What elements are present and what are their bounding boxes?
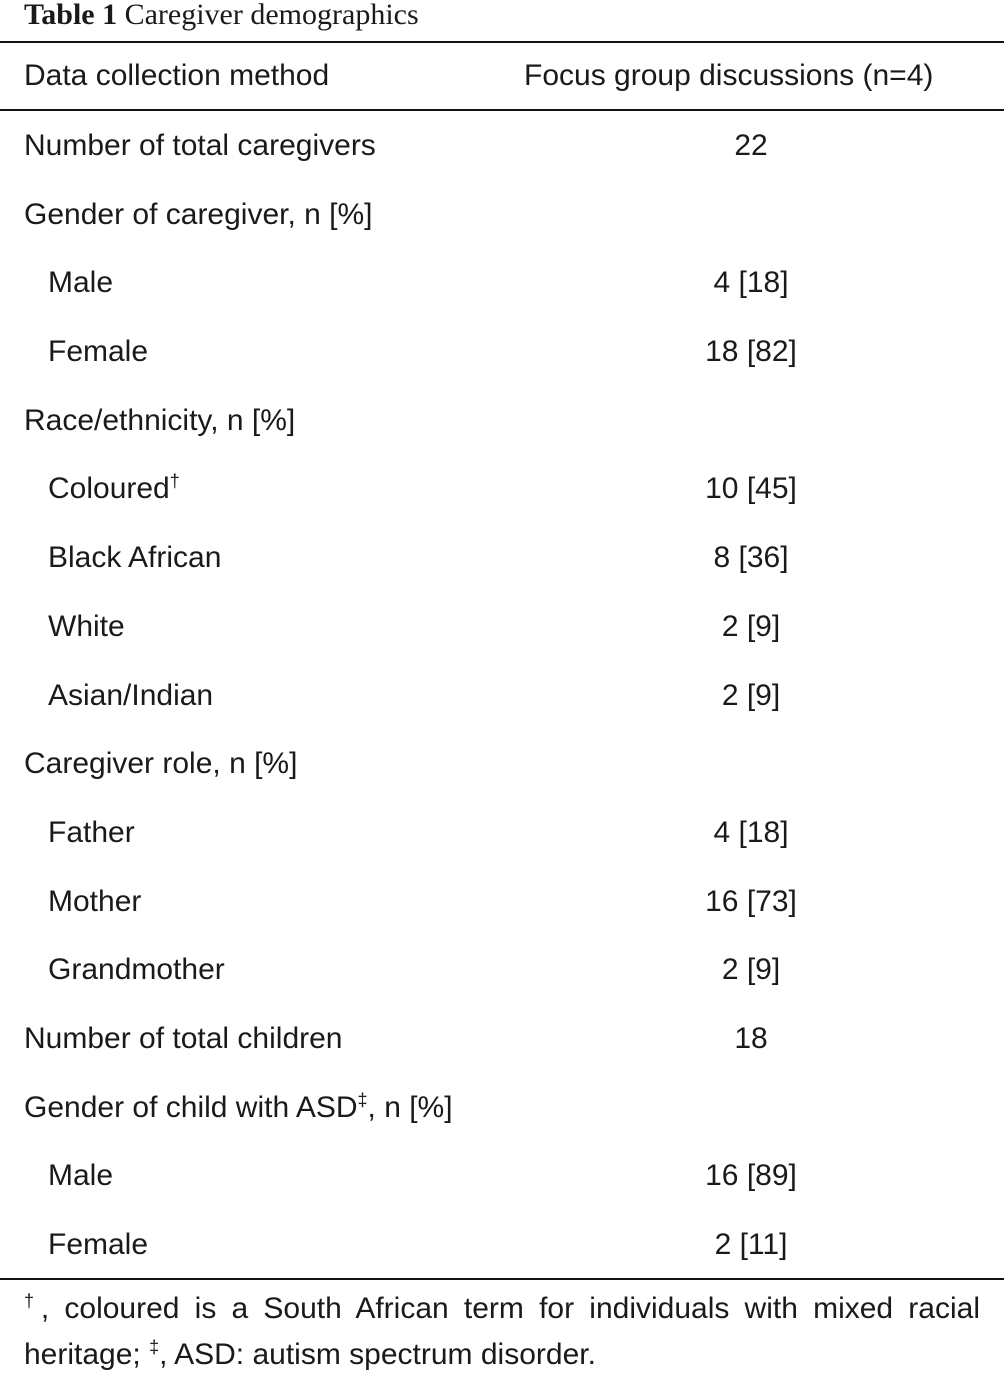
row-label-text: Race/ethnicity, n [%] [24, 403, 296, 437]
row-label-text: Number of total caregivers [24, 129, 376, 162]
table-row [0, 387, 1004, 456]
row-value: 18 [734, 1021, 768, 1055]
row-label [48, 1211, 148, 1279]
row-label [48, 249, 113, 317]
header-focus-group-discussions: Focus group discussions (n=4) [524, 59, 934, 92]
row-value: 2 [11] [714, 1228, 788, 1261]
row-label [48, 593, 125, 661]
row-value [500, 181, 1002, 249]
table-caption-label: Table 1 [24, 0, 118, 31]
row-value: 2 [9] [721, 953, 781, 987]
row-label [24, 112, 376, 180]
table-row [0, 1005, 1004, 1074]
row-label [48, 662, 213, 730]
row-label-text: Coloured [48, 472, 170, 506]
row-value: 4 [18] [713, 815, 789, 849]
row-label [48, 1142, 113, 1210]
row-value [500, 387, 1002, 455]
row-label-text: Grandmother [48, 953, 225, 987]
footnote-dagger-mark: † [24, 1291, 41, 1311]
table-row [0, 662, 1004, 731]
table-row [0, 1142, 1004, 1211]
row-label-text: Female [48, 1228, 149, 1261]
row-label-text: White [48, 609, 125, 643]
table-header-row [0, 43, 1004, 109]
row-value: 2 [9] [721, 678, 781, 712]
table-row [0, 524, 1004, 593]
row-label-text: Gender of caregiver, n [%] [24, 197, 373, 231]
row-label-text: Asian/Indian [48, 678, 214, 712]
row-value: 4 [18] [713, 266, 789, 300]
row-label-text: Male [48, 266, 114, 300]
row-footnote-mark: ‡ [357, 1089, 368, 1110]
table-row [0, 181, 1004, 250]
row-label-suffix: , n [%] [367, 1090, 453, 1124]
row-label-text: Father [48, 815, 135, 849]
row-label [48, 455, 180, 523]
row-label [48, 868, 141, 936]
row-label [48, 524, 221, 592]
row-label-text: Mother [48, 884, 142, 918]
row-label-text: Gender of child with ASD [24, 1090, 358, 1124]
table-row [0, 112, 1004, 181]
table-row [0, 1074, 1004, 1143]
row-value: 2 [9] [721, 609, 781, 643]
table-footnote [24, 1286, 980, 1378]
row-value: 8 [36] [713, 541, 789, 575]
row-label [24, 181, 373, 249]
table-row [0, 1211, 1004, 1280]
row-label-text: Number of total children [24, 1021, 343, 1055]
table-caption [24, 0, 419, 34]
row-footnote-mark: † [169, 471, 180, 492]
row-label [24, 387, 295, 455]
row-label [24, 730, 297, 798]
row-label [48, 936, 225, 1004]
table-row [0, 799, 1004, 868]
table-row [0, 249, 1004, 318]
row-label [24, 1005, 343, 1073]
table-row [0, 593, 1004, 662]
table-row [0, 936, 1004, 1005]
row-value [500, 1074, 1002, 1142]
footnote-text-asd: , ASD: autism spectrum disorder. [159, 1338, 596, 1371]
row-label-text: Male [48, 1159, 114, 1193]
row-label-text: Female [48, 335, 149, 369]
row-value [500, 730, 1002, 798]
row-value: 10 [45] [705, 472, 797, 506]
row-label [48, 318, 148, 386]
table-bottom-rule [0, 1278, 1004, 1280]
table-body [0, 112, 1004, 1280]
table-header-rule [0, 109, 1004, 111]
row-value: 16 [73] [705, 884, 797, 918]
row-label-text: Black African [48, 541, 222, 575]
header-data-collection-method: Data collection method [24, 59, 330, 92]
row-label [24, 1074, 453, 1142]
table-row [0, 868, 1004, 937]
row-label [48, 799, 135, 867]
row-value: 16 [89] [705, 1159, 797, 1193]
footnote-double-dagger-mark: ‡ [149, 1337, 160, 1357]
table-row [0, 730, 1004, 799]
footnote-text-coloured: , coloured is a South African term for individuals with mixed racial heritage; [24, 1292, 981, 1371]
row-value: 18 [82] [705, 335, 797, 369]
table-row [0, 455, 1004, 524]
table-row [0, 318, 1004, 387]
table-caption-title: Caregiver demographics [124, 0, 419, 31]
row-value: 22 [734, 129, 768, 162]
row-label-text: Caregiver role, n [%] [24, 747, 298, 781]
